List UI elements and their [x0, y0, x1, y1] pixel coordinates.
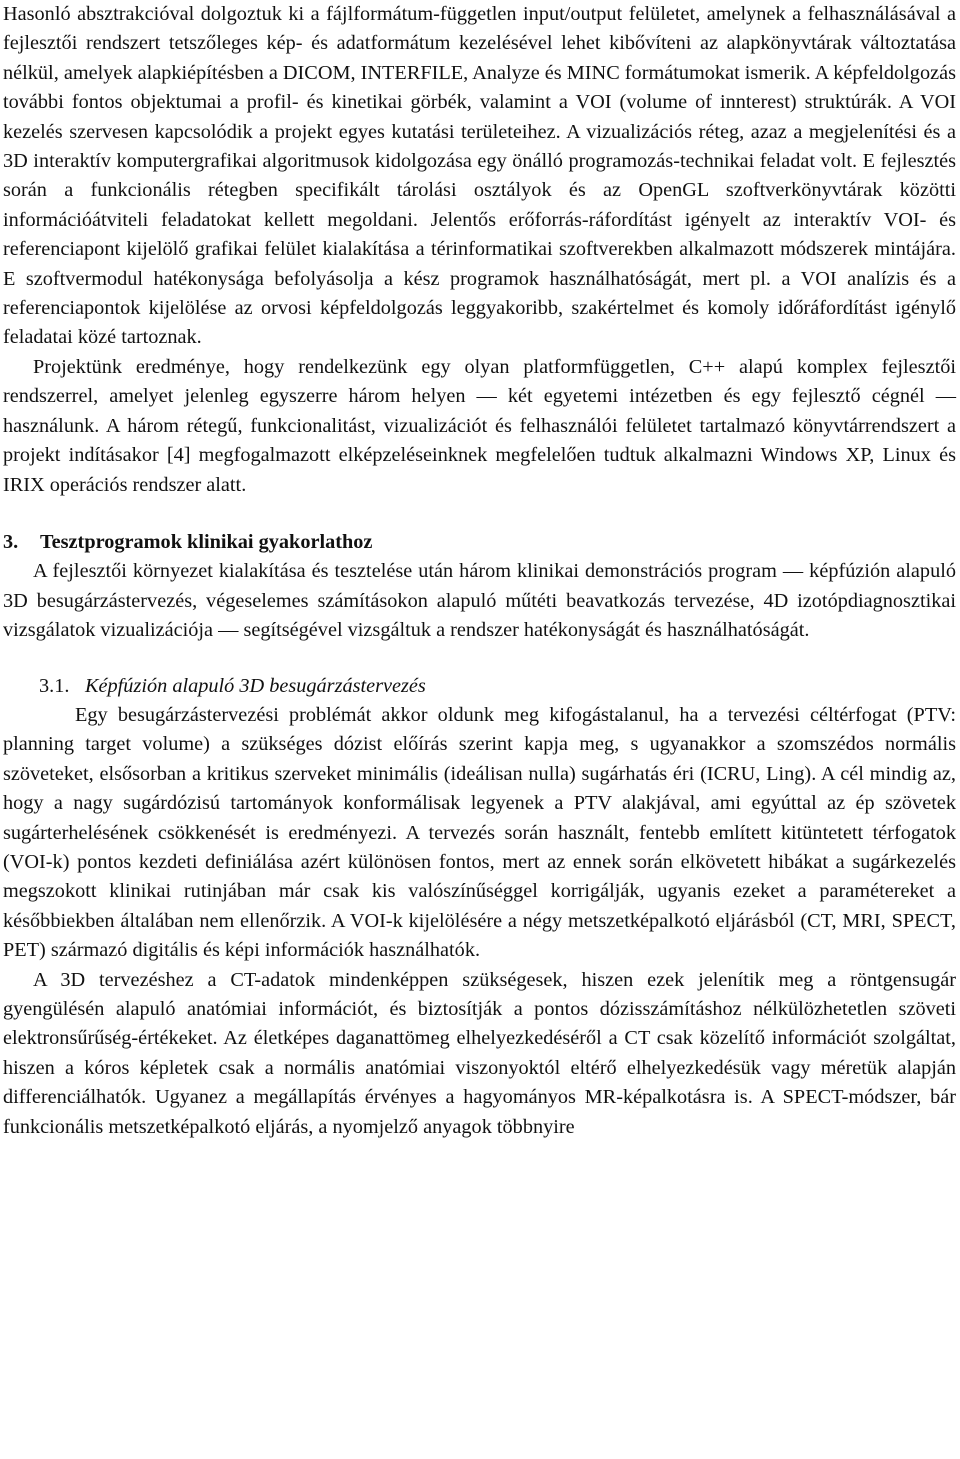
subsection-heading [39, 672, 956, 701]
section-number: 3. [3, 530, 19, 553]
subsection-title: Képfúzión alapuló 3D besugárzástervezés [85, 674, 426, 697]
section-heading [3, 528, 956, 557]
document-page [3, 0, 956, 1142]
paragraph-ct-data: A 3D tervezéshez a CT-adatok mindenképpen szükségesek, hiszen ezek jelenítik meg a röntgensugár gyengülésén alapuló anatómiai információt, és biztosítják a pontos dózisszámításhoz nélkülözhetetlen szöveti elektronsűrűség-értékeket. Az életképes daganattömeg elhelyezkedéséről a CT csak közelítő információt szolgáltat, hiszen a kóros képletek csak a normális anatómiai viszonyoktól eltérő elhelyezkedésük vagy méretük alapján differenciálhatók. Ugyanez a megállapítás érvényes a hagyományos MR-képalkotásra is. A SPECT-módszer, bár funkcionális metszetképalkotó eljárás, a nyomjelző anyagok többnyire [3, 968, 956, 1138]
paragraph-radiation-planning: Egy besugárzástervezési problémát akkor oldunk meg kifogástalanul, ha a tervezési céltérfogat (PTV: planning target volume) a szükséges dózist előírás szerint kapja meg, s ugyanakkor a szomszédos normális szöveteket, elsősorban a kritikus szerveket minimális (ideálisan nulla) sugárhatás éri (ICRU, Ling). A cél mindig az, hogy a nagy sugárdózisú tartományok konformálisak legyenek a PTV alakjával, ami egyúttal az ép szövetek sugárterhelésének csökkenését is eredményezi. A tervezés során használt, fentebb említett kitüntetett térfogatok (VOI-k) pontos kezdeti definiálása azért különösen fontos, mert az ennek során elkövetett hibákat a sugárkezelés megszokott klinikai rutinjában már csak kis valószínűséggel korrigálják, ugyanis ezeket a paramétereket a későbbiekben általában nem ellenőrzik. A VOI-k kijelölésére a négy metszetképalkotó eljárásból (CT, MRI, SPECT, PET) származó digitális és képi információk használhatók. [3, 703, 956, 962]
paragraph-test-programs: A fejlesztői környezet kialakítása és tesztelése után három klinikai demonstrációs program — képfúzión alapuló 3D besugárzástervezés, végeselemes számításokon alapuló műtéti beavatkozás tervezése, 4D izotópdiagnosztikai vizsgálatok vizualizációja — segítségével vizsgáltuk a rendszer hatékonyságát és használhatóságát. [3, 560, 956, 642]
section-title: Tesztprogramok klinikai gyakorlathoz [40, 530, 373, 553]
paragraph-io-abstraction: Hasonló absztrakcióval dolgoztuk ki a fájlformátum-független input/output felületet, amelynek a felhasználásával a fejlesztői rendszert tetszőleges kép- és adatformátum kezelésével lehet kibővíteni az alapkönyvtárak változtatása nélkül, amelyek alapkiépítésben a DICOM, INTERFILE, Analyze és MINC formátumokat ismerik. A képfeldolgozás további fontos objektumai a profil- és kinetikai görbék, valamint a VOI (volume of innterest) struktúrák. A VOI kezelés szervesen kapcsolódik a projekt egyes kutatási területeihez. A vizualizációs réteg, azaz a megjelenítési és a 3D interaktív komputergrafikai algoritmusok kidolgozása egy önálló programozás-technikai feladat volt. E fejlesztés során a funkcionális rétegben specifikált tárolási osztályok és az OpenGL szoftverkönyvtárak közötti információátviteli feladatokat kellett megoldani. Jelentős erőforrás-ráfordítást igényelt az interaktív VOI- és referenciapont kijelölő grafikai felület kialakítása a térinformatikai szoftverekben alkalmazott módszerek mintájára. E szoftvermodul hatékonysága befolyásolja a kész programok használhatóságát, mert pl. a VOI analízis és a referenciapontok kijelölése az orvosi képfeldolgozás leggyakoribb, szakértelmet és komoly időráfordítást igénylő feladatai közé tartoznak. [3, 3, 956, 349]
subsection-number: 3.1. [39, 674, 70, 697]
paragraph-project-result: Projektünk eredménye, hogy rendelkezünk egy olyan platformfüggetlen, C++ alapú komplex fejlesztői rendszerrel, amelyet jelenleg egyszerre három helyen — két egyetemi intézetben és egy fejlesztő cégnél — használunk. A három rétegű, funkcionalitást, vizualizációt és felhasználói felületet tartalmazó könyvtárrendszert a projekt indításakor [4] megfogalmazott elképzeléseinknek megfelelően tudtuk alkalmazni Windows XP, Linux és IRIX operációs rendszer alatt. [3, 355, 956, 496]
